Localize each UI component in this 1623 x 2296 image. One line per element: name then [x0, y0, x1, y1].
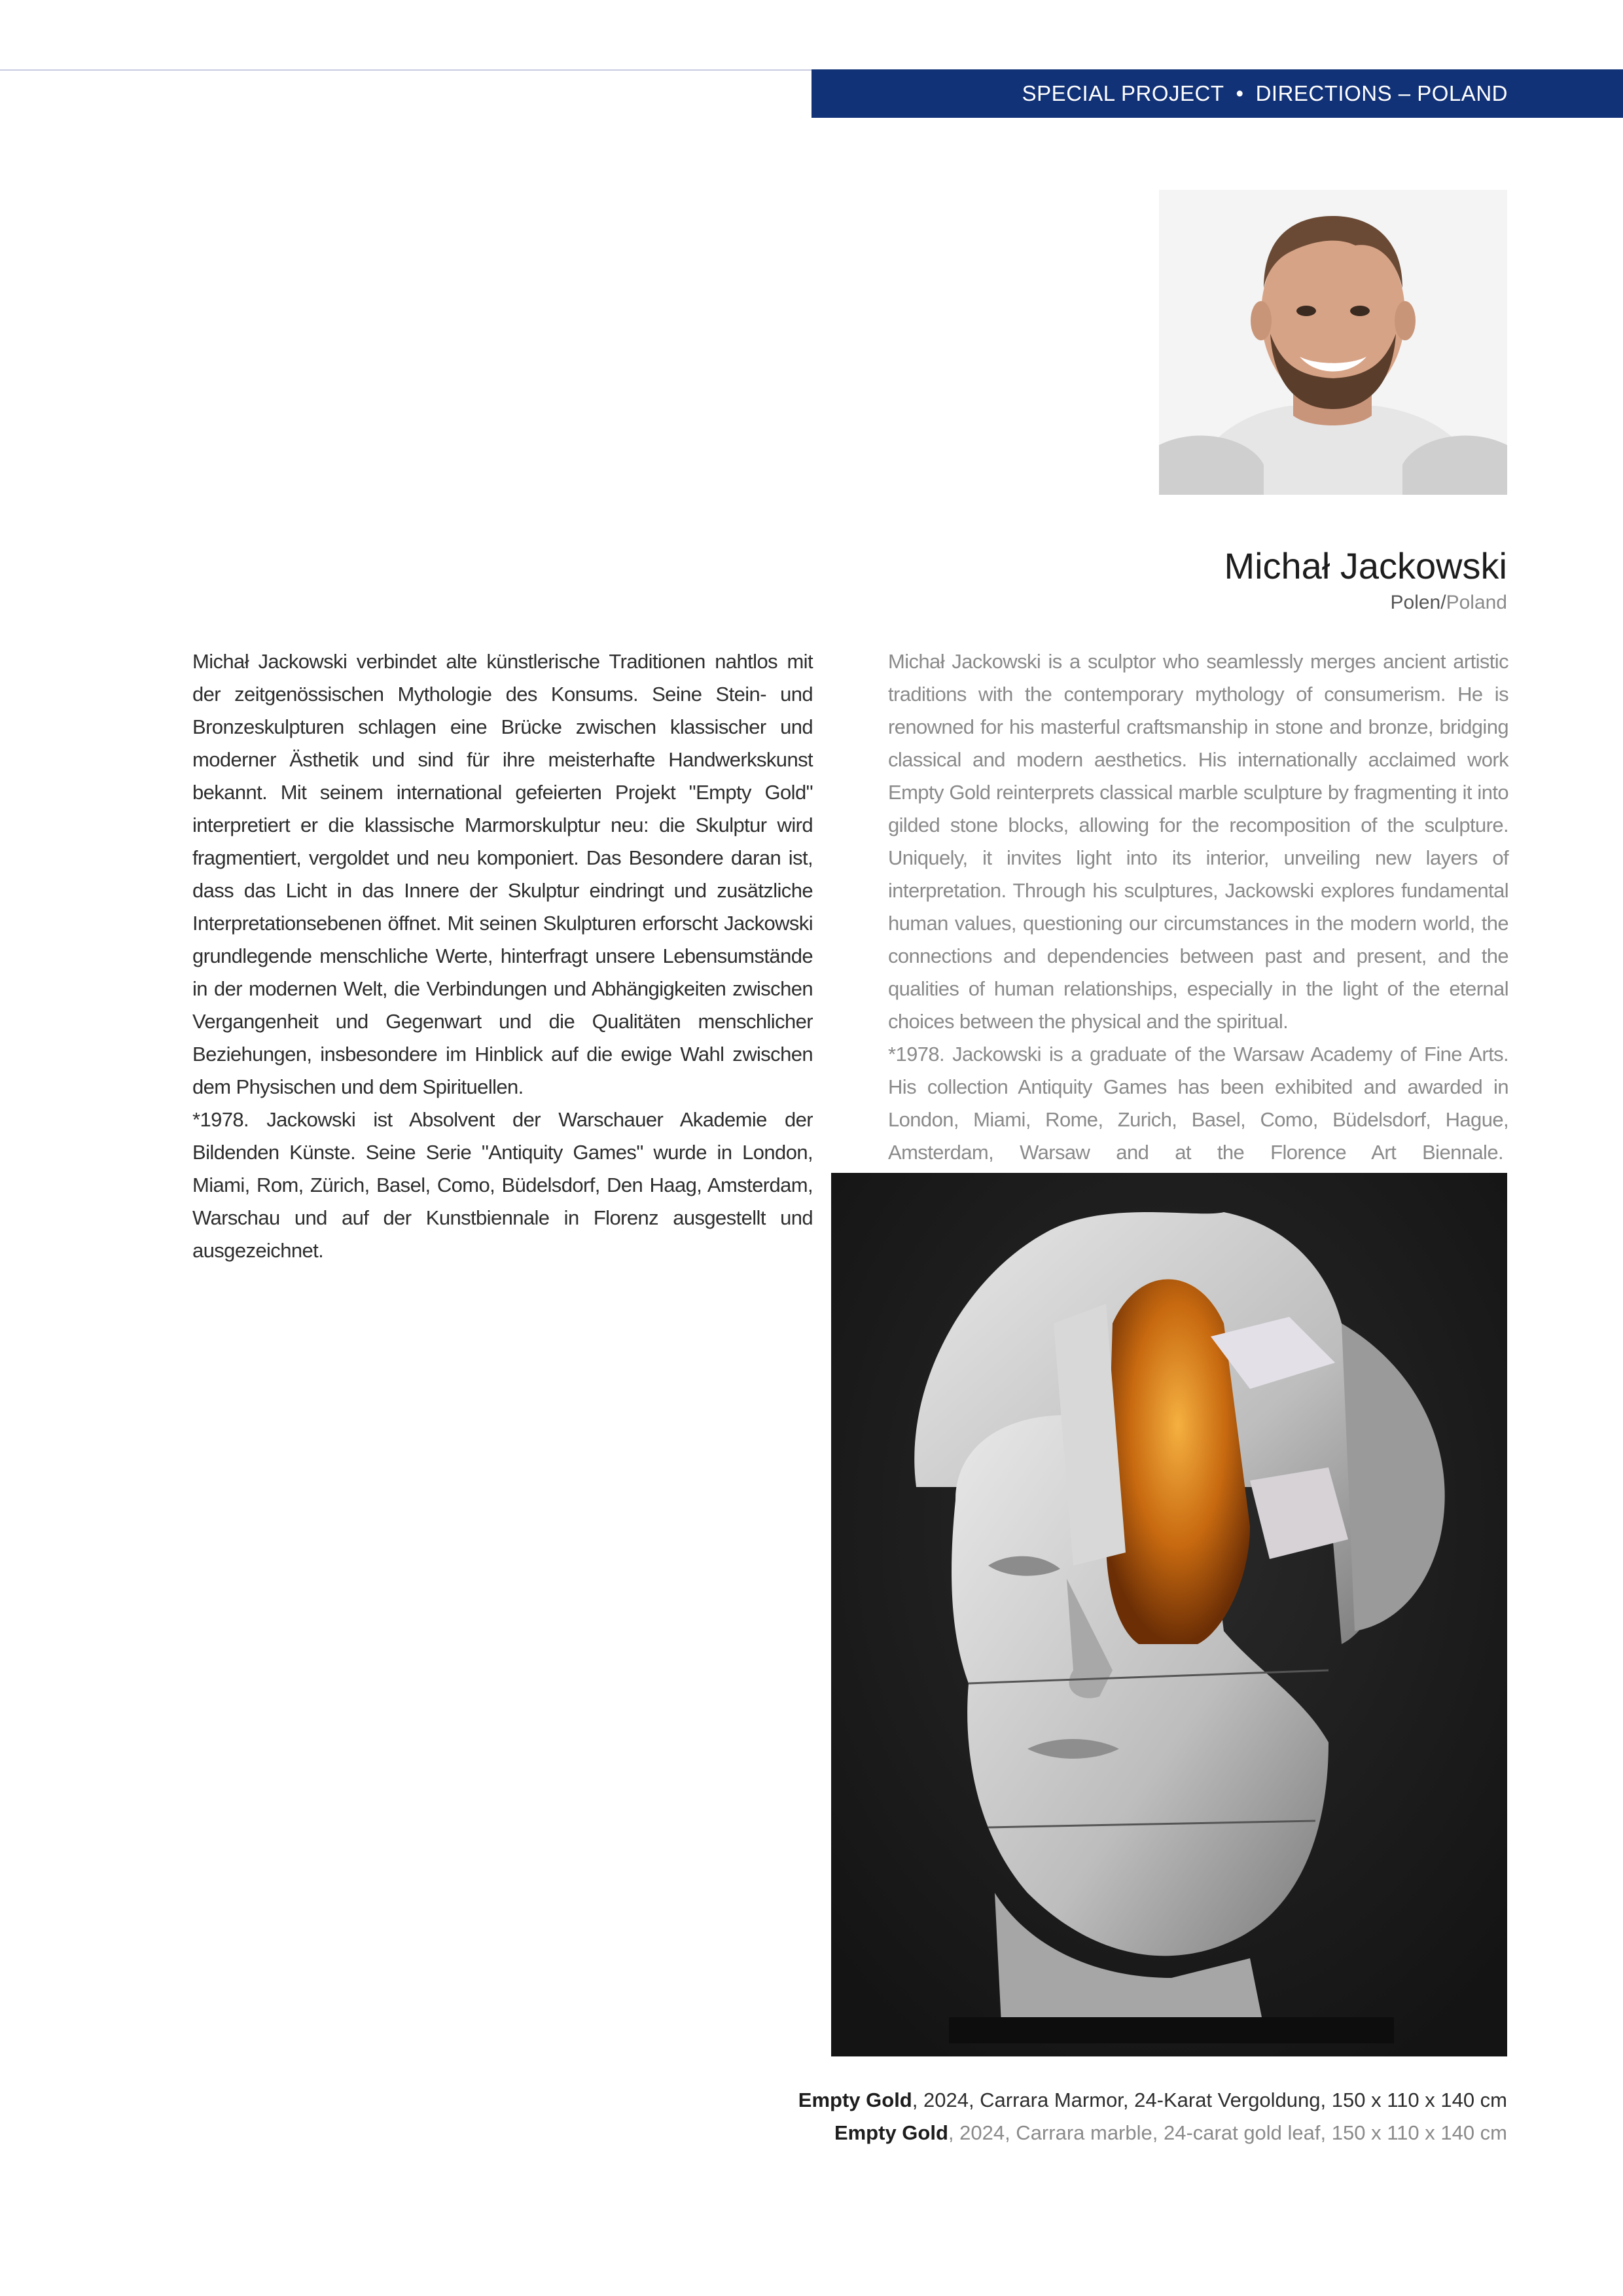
artwork-title-de: Empty Gold [798, 2089, 912, 2111]
artist-country [982, 592, 1507, 614]
artist-name: Michał Jackowski [1224, 545, 1507, 586]
english-bio: Michał Jackowski is a sculptor who seamlessly merges ancient artistic traditions with the contemporary mythology of consumerism. He is renowned for his masterful craftsmanship in stone and bronze, bridging classical and modern aesthetics. His internationally acclaimed work Empty Gold reinterprets classical marble sculpture by fragmenting it into gilded stone blocks, allowing for the recomposition of the sculpture. Uniquely, it invites light into its interior, unveiling new layers of interpretation. Through his sculptures, Jackowski explores fundamental human values, questioning our circumstances in the modern world, the connections and dependencies between past and present, and the qualities of human relationships, especially in the light of the eternal choices between the physical and the spiritual. [888, 650, 1508, 1033]
german-cv: *1978. Jackowski ist Absolvent der Warschauer Akademie der Bildenden Künste. Seine Serie "Antiquity Games" wurde in London, Miami, Rom, Zürich, Basel, Como, Büdelsdorf, Den Haag, Amsterdam, Warschau und auf der Kunstbiennale in Florenz ausgestellt und ausgezeichnet. [192, 1108, 813, 1262]
artwork-title-en: Empty Gold [834, 2121, 948, 2144]
country-en: Poland [1446, 592, 1507, 613]
section-separator: • [1236, 81, 1244, 105]
english-cv: *1978. Jackowski is a graduate of the Warsaw Academy of Fine Arts. His collection Antiquity Games has been exhibited and awarded in London, Miami, Rome, Zurich, Basel, Como, Büdelsdorf, Hague, Amsterdam, Warsaw and at the Florence Art Biennale. [888, 1043, 1508, 1164]
german-text-column [192, 645, 813, 1267]
artwork-caption-de [785, 2084, 1507, 2117]
artwork-details-en: , 2024, Carrara marble, 24-carat gold leaf, 150 x 110 x 140 cm [948, 2121, 1507, 2144]
subsection-label: DIRECTIONS – POLAND [1255, 81, 1508, 105]
artwork-caption-en [785, 2117, 1507, 2149]
english-text-column [888, 645, 1508, 1202]
artwork-details-de: , 2024, Carrara Marmor, 24-Karat Vergoldung, 150 x 110 x 140 cm [912, 2089, 1507, 2111]
section-header [812, 69, 1623, 118]
german-bio: Michał Jackowski verbindet alte künstlerische Traditionen nahtlos mit der zeitgenössischen Mythologie des Konsums. Seine Stein- und Bronzeskulpturen schlagen eine Brücke zwischen klassischer und moderner Ästhetik und sind für ihre meisterhafte Handwerkskunst bekannt. Mit seinem international gefeierten Projekt "Empty Gold" interpretiert er die klassische Marmorskulptur neu: die Skulptur wird fragmentiert, vergoldet und neu komponiert. Das Besondere daran ist, dass das Licht in das Innere der Skulptur eindringt und zusätzliche Interpretationsebenen öffnet. Mit seinen Skulpturen erforscht Jackowski grundlegende menschliche Werte, hinterfragt unsere Lebensumstände in der modernen Welt, die Verbindungen und Abhängigkeiten zwischen Vergangenheit und Gegenwart und die Qualitäten menschlicher Beziehungen, insbesondere im Hinblick auf die ewige Wahl zwischen dem Physischen und dem Spirituellen. [192, 650, 813, 1098]
artist-portrait [1159, 190, 1507, 495]
top-rule [0, 69, 812, 71]
artwork-photo [831, 1173, 1507, 2056]
country-de: Polen [1390, 592, 1441, 613]
section-label: SPECIAL PROJECT [1022, 81, 1224, 105]
country-separator: / [1440, 592, 1446, 613]
